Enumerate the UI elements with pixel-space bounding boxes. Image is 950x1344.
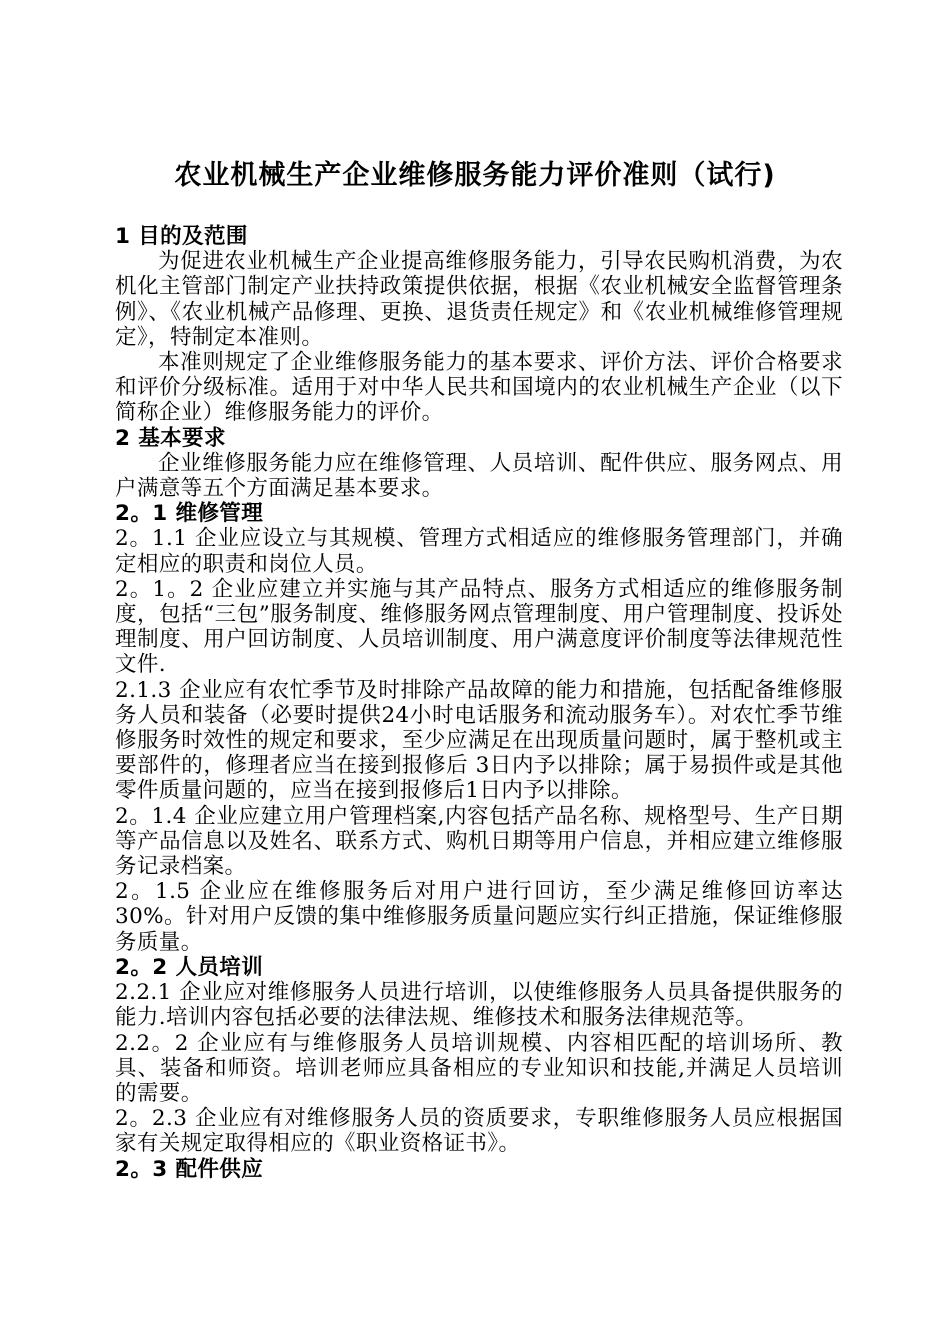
clause: 2。2.3 企业应有对维修服务人员的资质要求，专职维修服务人员应根据国家有关规定取得相应的《职业资格证书》。 — [115, 1106, 843, 1157]
paragraph: 为促进农业机械生产企业提高维修服务能力，引导农民购机消费，为农机化主管部门制定产业扶持政策提供依据，根据《农业机械安全监督管理条例》、《农业机械产品修理、更换、退货责任规定》和《农业机械维修管理规定》，特制定本准则。 — [115, 249, 843, 350]
clause: 2.1.3 企业应有农忙季节及时排除产品故障的能力和措施，包括配备维修服务人员和装备（必要时提供24小时电话服务和流动服务车）。对农忙季节维修服务时效性的规定和要求，至少应满足在出现质量问题时，属于整机或主要部件的，修理者应当在接到报修后 3日内予以排除；属于易损件或是其他零件质量问题的，应当在接到报修后1日内予以排除。 — [115, 677, 843, 804]
clause: 2。1.1 企业应设立与其规模、管理方式相适应的维修服务管理部门，并确定相应的职责和岗位人员。 — [115, 526, 843, 577]
paragraph: 企业维修服务能力应在维修管理、人员培训、配件供应、服务网点、用户满意等五个方面满足基本要求。 — [115, 450, 843, 502]
paragraph: 本准则规定了企业维修服务能力的基本要求、评价方法、评价合格要求和评价分级标准。适用于对中华人民共和国境内的农业机械生产企业（以下简称企业）维修服务能力的评价。 — [115, 350, 843, 426]
clause: 2.2。2 企业应有与维修服务人员培训规模、内容相匹配的培训场所、教具、装备和师资。培训老师应具备相应的专业知识和技能,并满足人员培训的需要。 — [115, 1030, 843, 1106]
section-heading: 2 基本要求 — [115, 425, 226, 451]
document-body — [115, 224, 843, 1182]
subsection-heading: 2。2 人员培训 — [115, 954, 264, 980]
subsection-heading: 2。1 维修管理 — [115, 501, 264, 527]
subsection-heading: 2。3 配件供应 — [115, 1156, 264, 1182]
section-heading: 1 目的及范围 — [115, 224, 248, 249]
document-title: 农业机械生产企业维修服务能力评价准则（试行) — [174, 160, 776, 191]
clause: 2。1。2 企业应建立并实施与其产品特点、服务方式相适应的维修服务制度，包括“三包”服务制度、维修服务网点管理制度、用户管理制度、投诉处理制度、用户回访制度、人员培训制度、用户满意度评价制度等法律规范性文件. — [115, 576, 843, 678]
clause: 2.2.1 企业应对维修服务人员进行培训，以使维修服务人员具备提供服务的能力.培训内容包括必要的法律法规、维修技术和服务法律规范等。 — [115, 980, 843, 1031]
clause: 2。1.4 企业应建立用户管理档案,内容包括产品名称、规格型号、生产日期等产品信息以及姓名、联系方式、购机日期等用户信息，并相应建立维修服务记录档案。 — [115, 803, 843, 880]
clause: 2。1.5 企业应在维修服务后对用户进行回访，至少满足维修回访率达30%。针对用户反馈的集中维修服务质量问题应实行纠正措施，保证维修服务质量。 — [115, 879, 843, 955]
